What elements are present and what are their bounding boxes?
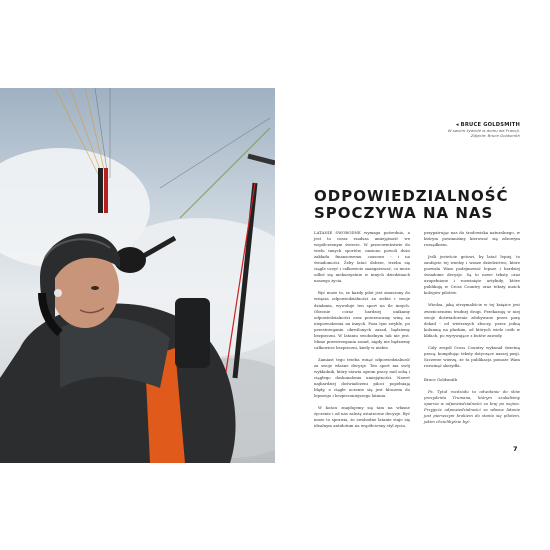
paragraph: Zamiast tego trzeba wziąć odpowiedzialność za swoje własne decyzje. Ten sport ma swój wykładnik, który stawia ogrom pracy nad sobą i ciągłego doskonalenia umiejętności. Nawet najbardziej doświadczeni piloci popełniają błędy, a ciągłe uczenie się jest kluczem do lepszego i bezpieczniejszego latania.: [314, 356, 410, 399]
caption-heading: ◂ BRUCE GOLDSMITH: [455, 122, 520, 128]
caption-line: W swoim żywiole w domu we Francji.: [447, 128, 520, 133]
headline-line-1: ODPOWIEDZIALNOŚĆ: [314, 187, 509, 205]
paragraph: Wiedza, jaką otrzymaliście w tej książce jest zwieńczeniem trudnej drogi. Przekazuję w niej swoje doświadczenie zdobywane przez parę dekad - od wietrznych zboczy, przez jedną kolumnę na płaskim, od których wiele osób w klifach, po wyrywające z butów zawody.: [424, 302, 520, 338]
body-text: [314, 230, 520, 429]
photo-caption: [360, 122, 520, 138]
page-number: 7: [513, 445, 518, 453]
paragraph: W końcu znajdujemy się tam na własne życzenie i od nas zależą ostateczne decyzje. Być może to sprawia, że swobodne latanie staje się idealnym antidotum na współczesny styl życia,: [314, 405, 410, 429]
paraglider-pilot-photo: [0, 88, 275, 463]
photo-illustration: [0, 88, 275, 463]
paragraph: Cały zespół Cross Country wykonał świetną pracę, kompilując teksty dotyczące naszej pasji. Szczerze wierzę, że ta publikacja pomoże Wam rozwinąć skrzydła.: [424, 344, 520, 368]
postscript-note: Ps. Tytuł rozdziału to odwołanie do słów prezydenta Trumana, którym szukaliśmy oparcia w odpowiedzialności za kraj po wojnie. Przyjęcie odpowiedzialności za własne latanie jest pierwszym krokiem do stania się pilotem, jakim chcielibyście być.: [424, 388, 520, 425]
chapter-headline: [314, 188, 534, 222]
paragraph: Jeśli jesteście gotowi, by latać lepiej, to zaufajcie tej wiedzy i wasze dziedzictwo, które pozwala Wam podejmować lepsze i bardziej świadome decyzje. Są to nowe teksty oraz uzupełnione i rozwinięte artykuły, które publikuję w Cross Country oraz teksty moich kolegów pilotów.: [424, 254, 520, 296]
headline-line-2: SPOCZYWA NA NAS: [314, 204, 494, 222]
paragraph: LATANIE SWOBODNE wymaga pośrednio, a jest to coraz rzadsza umiejętność we współczesnym świecie. W przeciwieństwie do wielu innych sportów, nasiono powoli dużo zakładu finansowemu czasowo - i na świadomości. Żeby latać dobrze, trzeba się ciągle uczyć i całkowicie zaangażować, co może odbić się niekorzystnie w innych dziedzinach naszego życia.: [314, 230, 410, 284]
text-column-right: [424, 230, 520, 425]
text-column-left: [314, 230, 410, 429]
author-signature: Bruce Goldsmith: [424, 376, 458, 382]
caption-line: Zdjęcie: Bruce Goldsmith: [470, 133, 520, 138]
paragraph: Być może to, że każdy pilot jest zmuszony do wzięcia odpowiedzialności za siebie i swoje działania, wywołuje ten sport na tle innych. Obecnie coraz bardziej unikamy odpowiedzialności oraz przerzucamy winę za niepowodzenia na innych. Poza tym zwykle, po przestrzeganiu określonych zasad, będziemy bezpieczni. W lataniu swobodnym tak nie jest. Mimo przestrzegania zasad, nigdy nie będziemy całkowicie bezpieczni, kiedy w niebie.: [314, 290, 410, 350]
paragraph: przypatrując nas do środowiska naturalnego, w którym powinniśmy kierować się zdrowym rozsądkiem.: [424, 230, 520, 248]
